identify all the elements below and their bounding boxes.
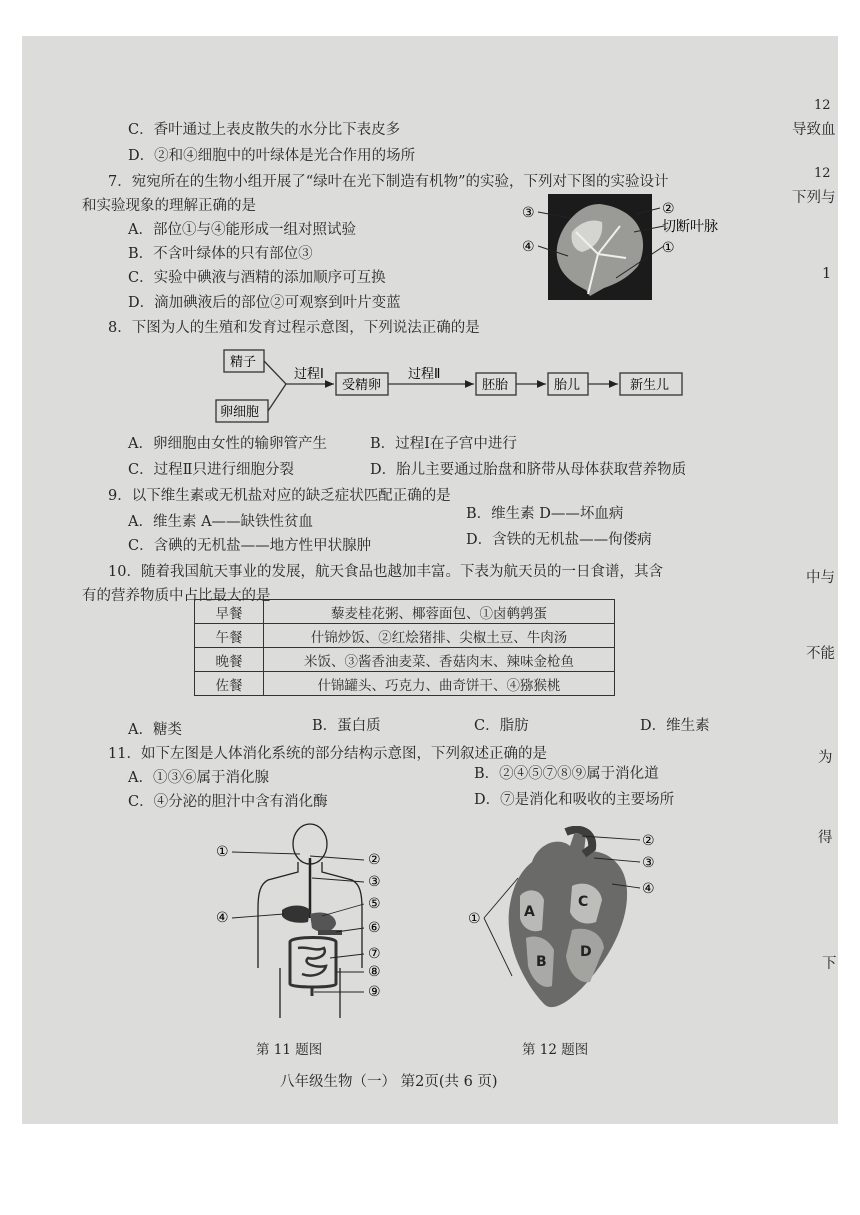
q10-option-c: C．脂肪 xyxy=(474,718,529,734)
chamber-label: A xyxy=(524,904,535,920)
meal-cell: 晚餐 xyxy=(195,648,264,672)
q12-heart-figure xyxy=(462,826,682,1036)
edge-text: 下列与 xyxy=(792,190,836,206)
label-fetus: 胎儿 xyxy=(554,378,581,393)
leaf-label: ② xyxy=(662,201,675,217)
edge-text: 为 xyxy=(818,750,833,766)
chamber-label: C xyxy=(578,894,589,910)
organ-label: ⑤ xyxy=(368,896,381,912)
organ-label: ① xyxy=(216,844,229,860)
label-embryo: 胚胎 xyxy=(482,378,509,393)
q10-option-b: B．蛋白质 xyxy=(312,718,381,734)
connector xyxy=(268,384,286,411)
q8-stem: 8．下图为人的生殖和发育过程示意图，下列说法正确的是 xyxy=(108,320,480,336)
q9-option-d: D．含铁的无机盐——佝偻病 xyxy=(466,532,652,548)
liver xyxy=(282,906,310,923)
organ-label: ③ xyxy=(368,874,381,890)
q8-option-c: C．过程Ⅱ只进行细胞分裂 xyxy=(128,462,294,478)
q10-stem-cont: 有的营养物质中占比最大的是 xyxy=(82,588,271,604)
q9-option-a: A．维生素 A——缺铁性贫血 xyxy=(128,514,314,530)
q9-option-b: B．维生素 D——坏血病 xyxy=(466,506,624,522)
q11-stem: 11．如下左图是人体消化系统的部分结构示意图，下列叙述正确的是 xyxy=(108,746,547,762)
edge-text: 1 xyxy=(822,266,832,282)
table-row xyxy=(195,648,615,672)
q7-option-a: A．部位①与④能形成一组对照试验 xyxy=(128,222,356,238)
chamber-label: D xyxy=(580,944,592,960)
label-process-1: 过程Ⅰ xyxy=(294,367,324,382)
edge-text: 12 xyxy=(814,98,831,113)
q7-option-d: D．滴加碘液后的部位②可观察到叶片变蓝 xyxy=(128,295,401,311)
q8-option-d: D．胎儿主要通过胎盘和脐带从母体获取营养物质 xyxy=(370,462,687,478)
heart-label: ④ xyxy=(642,881,655,897)
food-cell: 什锦炒饭、②红烩猪排、尖椒土豆、牛肉汤 xyxy=(264,624,615,648)
leaf-label: ③ xyxy=(522,205,535,221)
heart-label: ② xyxy=(642,833,655,849)
table-row xyxy=(195,672,615,696)
chamber-label: B xyxy=(536,954,547,970)
label-egg: 卵细胞 xyxy=(220,405,260,420)
food-cell: 米饭、③酱香油麦菜、香菇肉末、辣味金枪鱼 xyxy=(264,648,615,672)
large-intestine xyxy=(290,938,336,988)
connector xyxy=(264,361,286,384)
q10-stem: 10．随着我国航天事业的发展，航天食品也越加丰富。下表为航天员的一日食谱，其含 xyxy=(108,564,663,580)
edge-text: 中与 xyxy=(806,570,835,586)
q6-option-c: C．香叶通过上表皮散失的水分比下表皮多 xyxy=(128,122,401,138)
q6-option-d: D．②和④细胞中的叶绿体是光合作用的场所 xyxy=(128,148,416,164)
edge-text: 不能 xyxy=(806,646,835,662)
q12-caption: 第 12 题图 xyxy=(522,1042,589,1058)
q11-option-a: A．①③⑥属于消化腺 xyxy=(128,770,269,786)
organ-label: ⑧ xyxy=(368,964,381,980)
label-zygote: 受精卵 xyxy=(342,378,382,393)
organ-label: ④ xyxy=(216,910,229,926)
meal-cell: 早餐 xyxy=(195,600,264,624)
q11-caption: 第 11 题图 xyxy=(256,1042,323,1058)
q11-option-c: C．④分泌的胆汁中含有消化酶 xyxy=(128,794,328,810)
q11-digestive-figure xyxy=(212,818,402,1028)
page-footer: 八年级生物（一） 第2页(共 6 页) xyxy=(280,1074,498,1090)
q10-option-d: D．维生素 xyxy=(640,718,710,734)
q10-menu-table xyxy=(194,599,615,696)
pancreas xyxy=(318,930,342,935)
heart-label: ① xyxy=(468,911,481,927)
q10-option-a: A．糖类 xyxy=(128,722,182,738)
q7-option-c: C．实验中碘液与酒精的添加顺序可互换 xyxy=(128,270,386,286)
meal-cell: 佐餐 xyxy=(195,672,264,696)
label-sperm: 精子 xyxy=(230,355,257,370)
leaf-label: 切断叶脉 xyxy=(662,219,718,235)
edge-text: 下 xyxy=(822,956,837,972)
food-cell: 什锦罐头、巧克力、曲奇饼干、④猕猴桃 xyxy=(264,672,615,696)
organ-label: ⑦ xyxy=(368,946,381,962)
label-newborn: 新生儿 xyxy=(630,378,670,393)
q8-option-a: A．卵细胞由女性的输卵管产生 xyxy=(128,436,327,452)
q7-leaf-figure xyxy=(516,192,746,304)
q7-option-b: B．不含叶绿体的只有部位③ xyxy=(128,246,313,262)
edge-text: 导致血 xyxy=(792,122,836,138)
q7-stem: 7．宛宛所在的生物小组开展了“绿叶在光下制造有机物”的实验，下列对下图的实验设计 xyxy=(108,174,669,190)
q9-stem: 9．以下维生素或无机盐对应的缺乏症状匹配正确的是 xyxy=(108,488,451,504)
edge-text: 12 xyxy=(814,166,831,181)
edge-text: 得 xyxy=(818,830,833,846)
q8-flow-diagram xyxy=(202,346,722,428)
table-row xyxy=(195,600,615,624)
label-process-2: 过程Ⅱ xyxy=(408,367,441,382)
meal-cell: 午餐 xyxy=(195,624,264,648)
leaf-label: ④ xyxy=(522,239,535,255)
organ-label: ⑥ xyxy=(368,920,381,936)
q7-stem-cont: 和实验现象的理解正确的是 xyxy=(82,198,256,214)
heart-label: ③ xyxy=(642,855,655,871)
leaf-label: ① xyxy=(662,240,675,256)
q11-option-b: B．②④⑤⑦⑧⑨属于消化道 xyxy=(474,766,659,782)
q8-option-b: B．过程Ⅰ在子宫中进行 xyxy=(370,436,517,452)
organ-label: ⑨ xyxy=(368,984,381,1000)
small-intestine xyxy=(298,948,326,976)
q11-option-d: D．⑦是消化和吸收的主要场所 xyxy=(474,792,675,808)
q9-option-c: C．含碘的无机盐——地方性甲状腺肿 xyxy=(128,538,372,554)
exam-page xyxy=(22,36,838,1124)
table-row xyxy=(195,624,615,648)
organ-label: ② xyxy=(368,852,381,868)
food-cell: 藜麦桂花粥、椰蓉面包、①卤鹌鹑蛋 xyxy=(264,600,615,624)
